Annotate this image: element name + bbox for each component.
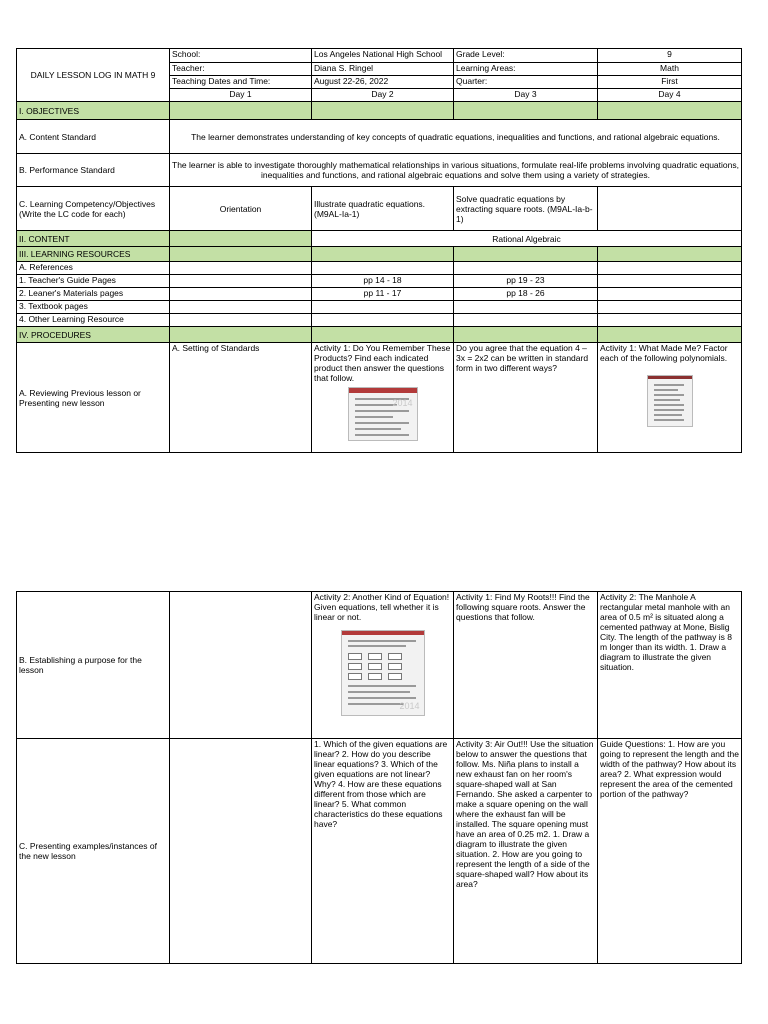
reviewing-day2: Activity 1: Do You Remember These Products? Find each indicated product then answer the questions that follow. bbox=[314, 343, 451, 383]
teacher-label: Teacher: bbox=[170, 63, 312, 76]
competency-day3: Solve quadratic equations by extracting square roots. (M9AL-Ia-b-1) bbox=[454, 187, 598, 231]
quarter-label: Quarter: bbox=[454, 76, 598, 89]
lm-label: 2. Leaner's Materials pages bbox=[17, 288, 170, 301]
content-standard-label: A. Content Standard bbox=[17, 120, 170, 154]
reviewing-day4-cell bbox=[598, 343, 742, 453]
quarter-value: First bbox=[598, 76, 742, 89]
areas-label: Learning Areas: bbox=[454, 63, 598, 76]
lesson-log-table-continued bbox=[16, 591, 742, 964]
log-title: DAILY LESSON LOG IN MATH 9 bbox=[17, 49, 170, 102]
thumbnail-watermark: 2014 bbox=[399, 701, 420, 711]
reviewing-day3: Do you agree that the equation 4 – 3x = 2x2 can be written in standard form in two different ways? bbox=[454, 343, 598, 453]
lesson-log-table bbox=[16, 48, 742, 453]
objectives-heading: I. OBJECTIVES bbox=[17, 102, 170, 120]
examples-day2: 1. Which of the given equations are linear? 2. How do you describe linear equations? 3. Which of the given equations are not linear? Why? 4. How are these equations different from those which are linear? 5. What common characteristics do these equations have? bbox=[312, 739, 454, 964]
grade-value: 9 bbox=[598, 49, 742, 63]
purpose-day2: Activity 2: Another Kind of Equation! Given equations, tell whether it is linear or not. bbox=[314, 592, 450, 622]
reviewing-label: A. Reviewing Previous lesson or Presenting new lesson bbox=[17, 343, 170, 453]
lm-day2: pp 11 - 17 bbox=[312, 288, 454, 301]
tg-day2: pp 14 - 18 bbox=[312, 275, 454, 288]
teacher-value: Diana S. Ringel bbox=[312, 63, 454, 76]
examples-label: C. Presenting examples/instances of the new lesson bbox=[17, 739, 170, 964]
purpose-day4: Activity 2: The Manhole A rectangular metal manhole with an area of 0.5 m² is situated along a cemented pathway at Mone, Bislig City. The length of the pathway is 8 m longer than its width. 1. Draw a diagram to illustrate the given situation. bbox=[598, 592, 742, 739]
dates-label: Teaching Dates and Time: bbox=[170, 76, 312, 89]
performance-standard-text: The learner is able to investigate thoroughly mathematical relationships in various situations, formulate real-life problems involving quadratic equations, inequalities and functions, and rational algebraic equations and solve them using a variety of strategies. bbox=[170, 154, 742, 187]
school-value: Los Angeles National High School bbox=[312, 49, 454, 63]
other-resource-label: 4. Other Learning Resource bbox=[17, 314, 170, 327]
purpose-day2-cell bbox=[312, 592, 454, 739]
content-standard-text: The learner demonstrates understanding of key concepts of quadratic equations, inequalities and functions, and rational algebraic equations. bbox=[170, 120, 742, 154]
lm-day3: pp 18 - 26 bbox=[454, 288, 598, 301]
worksheet-thumbnail bbox=[647, 375, 693, 427]
competency-day2: Illustrate quadratic equations. (M9AL-Ia-1) bbox=[312, 187, 454, 231]
reviewing-day2-cell bbox=[312, 343, 454, 453]
grade-label: Grade Level: bbox=[454, 49, 598, 63]
areas-value: Math bbox=[598, 63, 742, 76]
competency-day1: Orientation bbox=[170, 187, 312, 231]
reviewing-day1: A. Setting of Standards bbox=[170, 343, 312, 453]
performance-standard-label: B. Performance Standard bbox=[17, 154, 170, 187]
tg-day3: pp 19 - 23 bbox=[454, 275, 598, 288]
school-label: School: bbox=[170, 49, 312, 63]
examples-day4: Guide Questions: 1. How are you going to represent the length and the width of the pathway? How about its area? 2. What expression would represent the area of the cemented portion of the pathway? bbox=[598, 739, 742, 964]
content-heading: II. CONTENT bbox=[17, 231, 170, 247]
competency-label: C. Learning Competency/Objectives (Write the LC code for each) bbox=[17, 187, 170, 231]
thumbnail-header-bar bbox=[349, 388, 417, 393]
tg-label: 1. Teacher's Guide Pages bbox=[17, 275, 170, 288]
textbook-label: 3. Textbook pages bbox=[17, 301, 170, 314]
references-label: A. References bbox=[17, 262, 170, 275]
reviewing-day4: Activity 1: What Made Me? Factor each of the following polynomials. bbox=[600, 343, 728, 363]
purpose-label: B. Establishing a purpose for the lesson bbox=[17, 592, 170, 739]
day-3-header: Day 3 bbox=[454, 89, 598, 102]
examples-day3: Activity 3: Air Out!!! Use the situation below to answer the questions that follow. Ms. Niña plans to install a new exhaust fan on her room's square-shaped wall at San Fernando. She asked a carpenter to make a square opening on the wall where the exhaust fan will be installed. The square opening must have an area of 0.25 m2. 1. Draw a diagram to illustrate the given situation. 2. How are you going to represent the length of a side of the square-shaped wall? How about its area? bbox=[454, 739, 598, 964]
purpose-day3: Activity 1: Find My Roots!!! Find the following square roots. Answer the questions that follow. bbox=[454, 592, 598, 739]
day-4-header: Day 4 bbox=[598, 89, 742, 102]
resources-heading: III. LEARNING RESOURCES bbox=[17, 247, 170, 262]
worksheet-thumbnail bbox=[348, 387, 418, 441]
procedures-heading: IV. PROCEDURES bbox=[17, 327, 170, 343]
day-1-header: Day 1 bbox=[170, 89, 312, 102]
day-2-header: Day 2 bbox=[312, 89, 454, 102]
thumbnail-watermark: 2014 bbox=[392, 398, 413, 408]
content-value: Rational Algebraic bbox=[312, 231, 742, 247]
dates-value: August 22-26, 2022 bbox=[312, 76, 454, 89]
worksheet-thumbnail bbox=[341, 630, 425, 716]
